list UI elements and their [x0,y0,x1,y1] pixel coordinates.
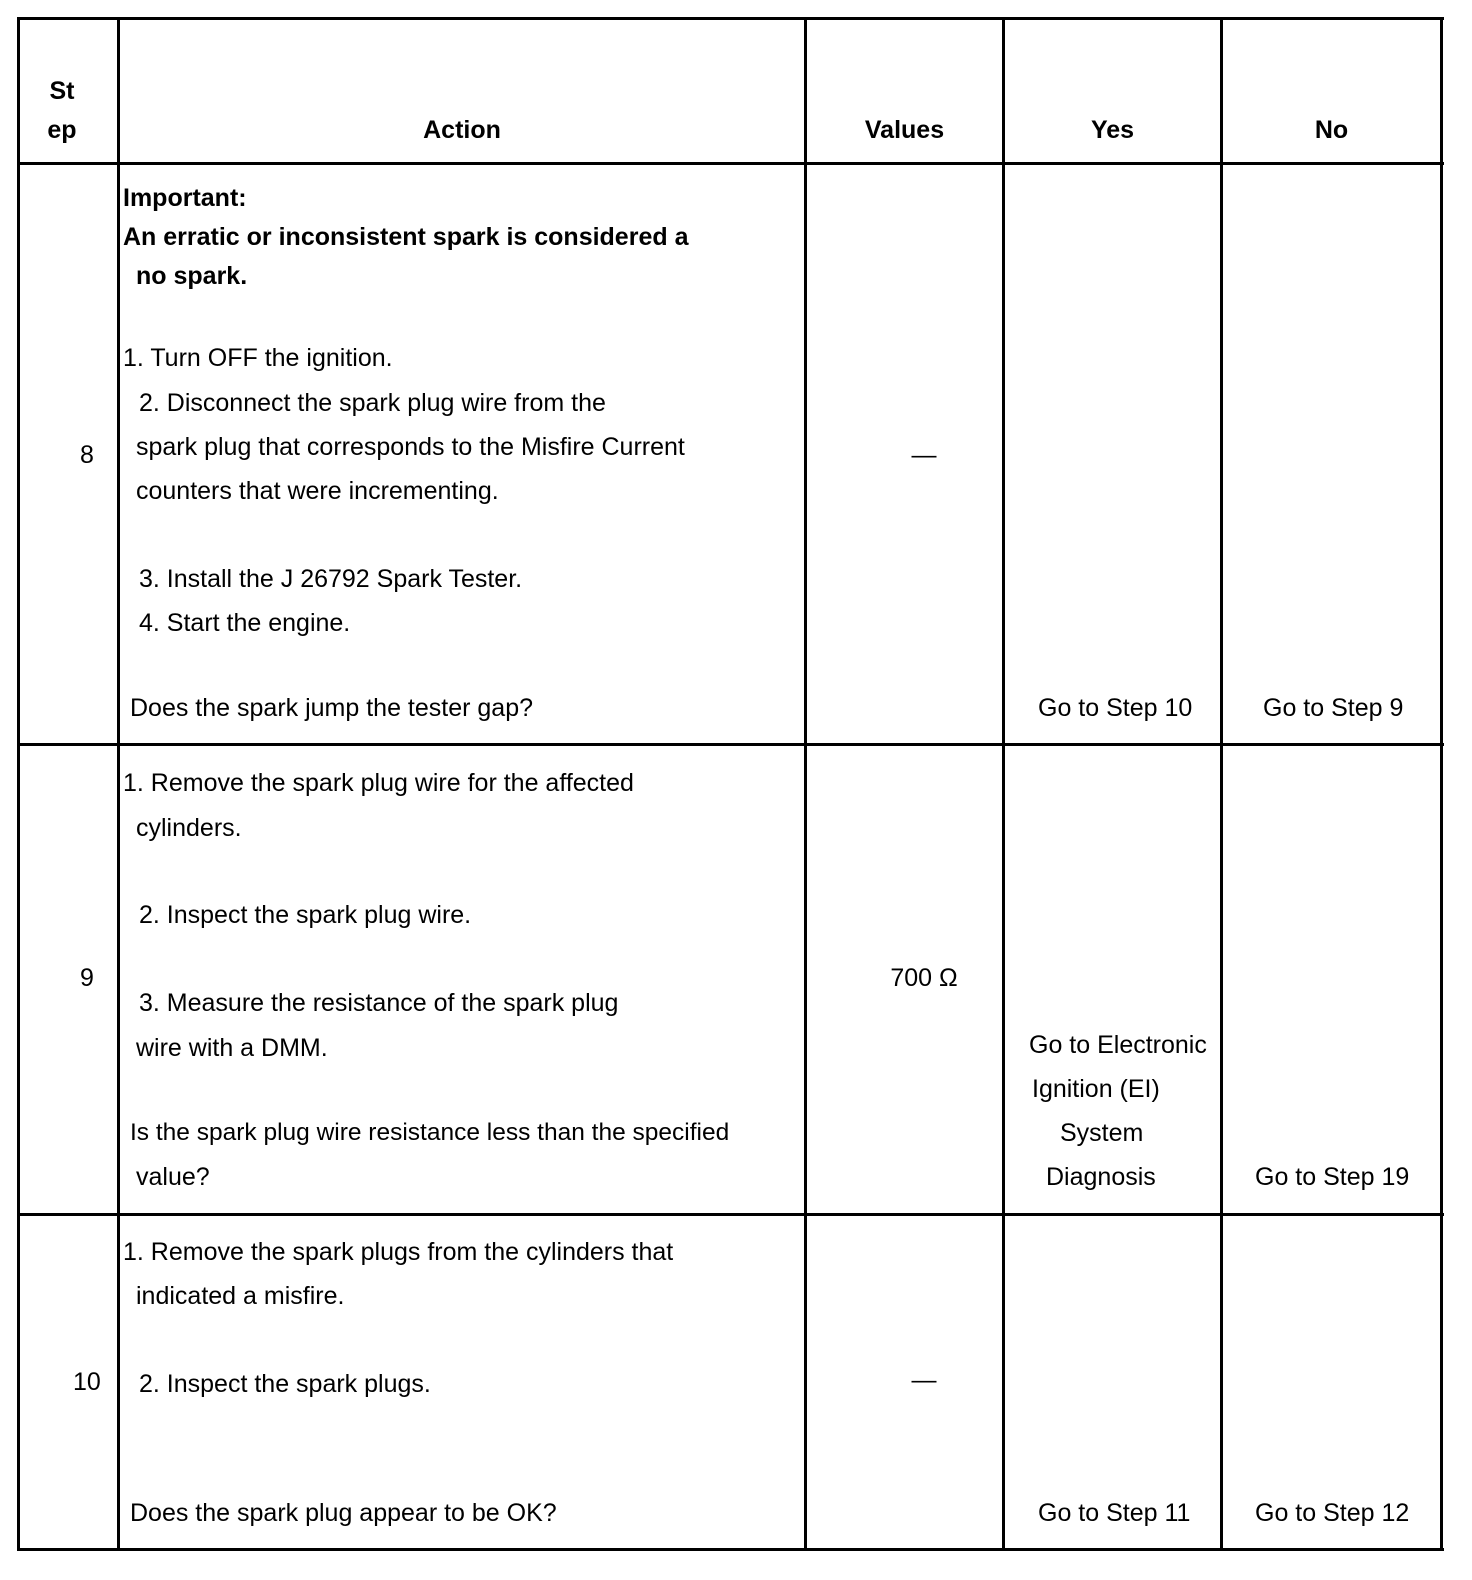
header-values: Values [864,116,945,144]
header-yes: Yes [1090,116,1135,144]
header-no: No [1314,116,1349,144]
col-divider-left [17,17,20,1551]
row9-value: 700 Ω [890,964,958,992]
row9-step: 9 [80,964,94,992]
row8-no: Go to Step 9 [1263,694,1404,722]
col-divider-step-action [117,17,120,1551]
table-border-bottom [17,1548,1444,1551]
row9-item3-line2: wire with a DMM. [136,1034,328,1062]
row10-step: 10 [73,1368,101,1396]
row9-question-line1: Is the spark plug wire resistance less than the specified [130,1119,730,1146]
row9-yes-cell [1005,1020,1222,1210]
row8-important-line2: no spark. [136,262,248,290]
row8-item2-line1: 2. Disconnect the spark plug wire from the [139,389,606,417]
row8-item2-line3: counters that were incrementing. [136,477,499,505]
col-divider-right [1440,17,1443,1551]
header-action: Action [423,116,501,144]
row10-no: Go to Step 12 [1255,1499,1410,1527]
row9-item2: 2. Inspect the spark plug wire. [139,901,472,929]
row9-no: Go to Step 19 [1255,1163,1410,1191]
row8-yes: Go to Step 10 [1038,694,1193,722]
header-step-line2: ep [47,116,77,144]
row8-important-label: Important: [123,184,247,212]
row9-item1-line1: 1. Remove the spark plug wire for the affected [123,769,634,797]
col-divider-yes-no [1220,17,1223,1551]
row9-yes-line3: System [1060,1119,1144,1147]
row9-yes-line2: Ignition (EI) [1032,1075,1160,1103]
row10-item1-line2: indicated a misfire. [136,1282,345,1310]
row8-item4: 4. Start the engine. [139,609,351,637]
row8-value: — [911,441,937,469]
table-border-top [17,17,1444,20]
row8-item3: 3. Install the J 26792 Spark Tester. [139,565,523,593]
row10-item2: 2. Inspect the spark plugs. [139,1370,431,1398]
row10-yes: Go to Step 11 [1038,1499,1191,1527]
row8-item1: 1. Turn OFF the ignition. [123,344,393,372]
row9-yes-line1: Go to Electronic [1029,1031,1207,1059]
row8-important-line1: An erratic or inconsistent spark is considered a [123,223,689,251]
row10-question: Does the spark plug appear to be OK? [130,1499,557,1527]
row9-question-line2: value? [136,1163,210,1191]
row10-item1-line1: 1. Remove the spark plugs from the cylinders that [123,1238,674,1266]
row-divider-9-10 [17,1213,1444,1216]
row9-yes-line4: Diagnosis [1046,1163,1156,1191]
row8-step: 8 [80,441,94,469]
col-divider-values-yes [1002,17,1005,1551]
row9-item3-line1: 3. Measure the resistance of the spark plug [139,989,619,1017]
row9-item1-line2: cylinders. [136,814,242,842]
row8-question: Does the spark jump the tester gap? [130,694,534,722]
row10-value: — [911,1366,937,1394]
row-divider-8-9 [17,743,1444,746]
header-step-line1: St [49,77,75,105]
header-divider [17,162,1444,165]
row8-item2-line2: spark plug that corresponds to the Misfire Current [136,433,685,461]
col-divider-action-values [804,17,807,1551]
